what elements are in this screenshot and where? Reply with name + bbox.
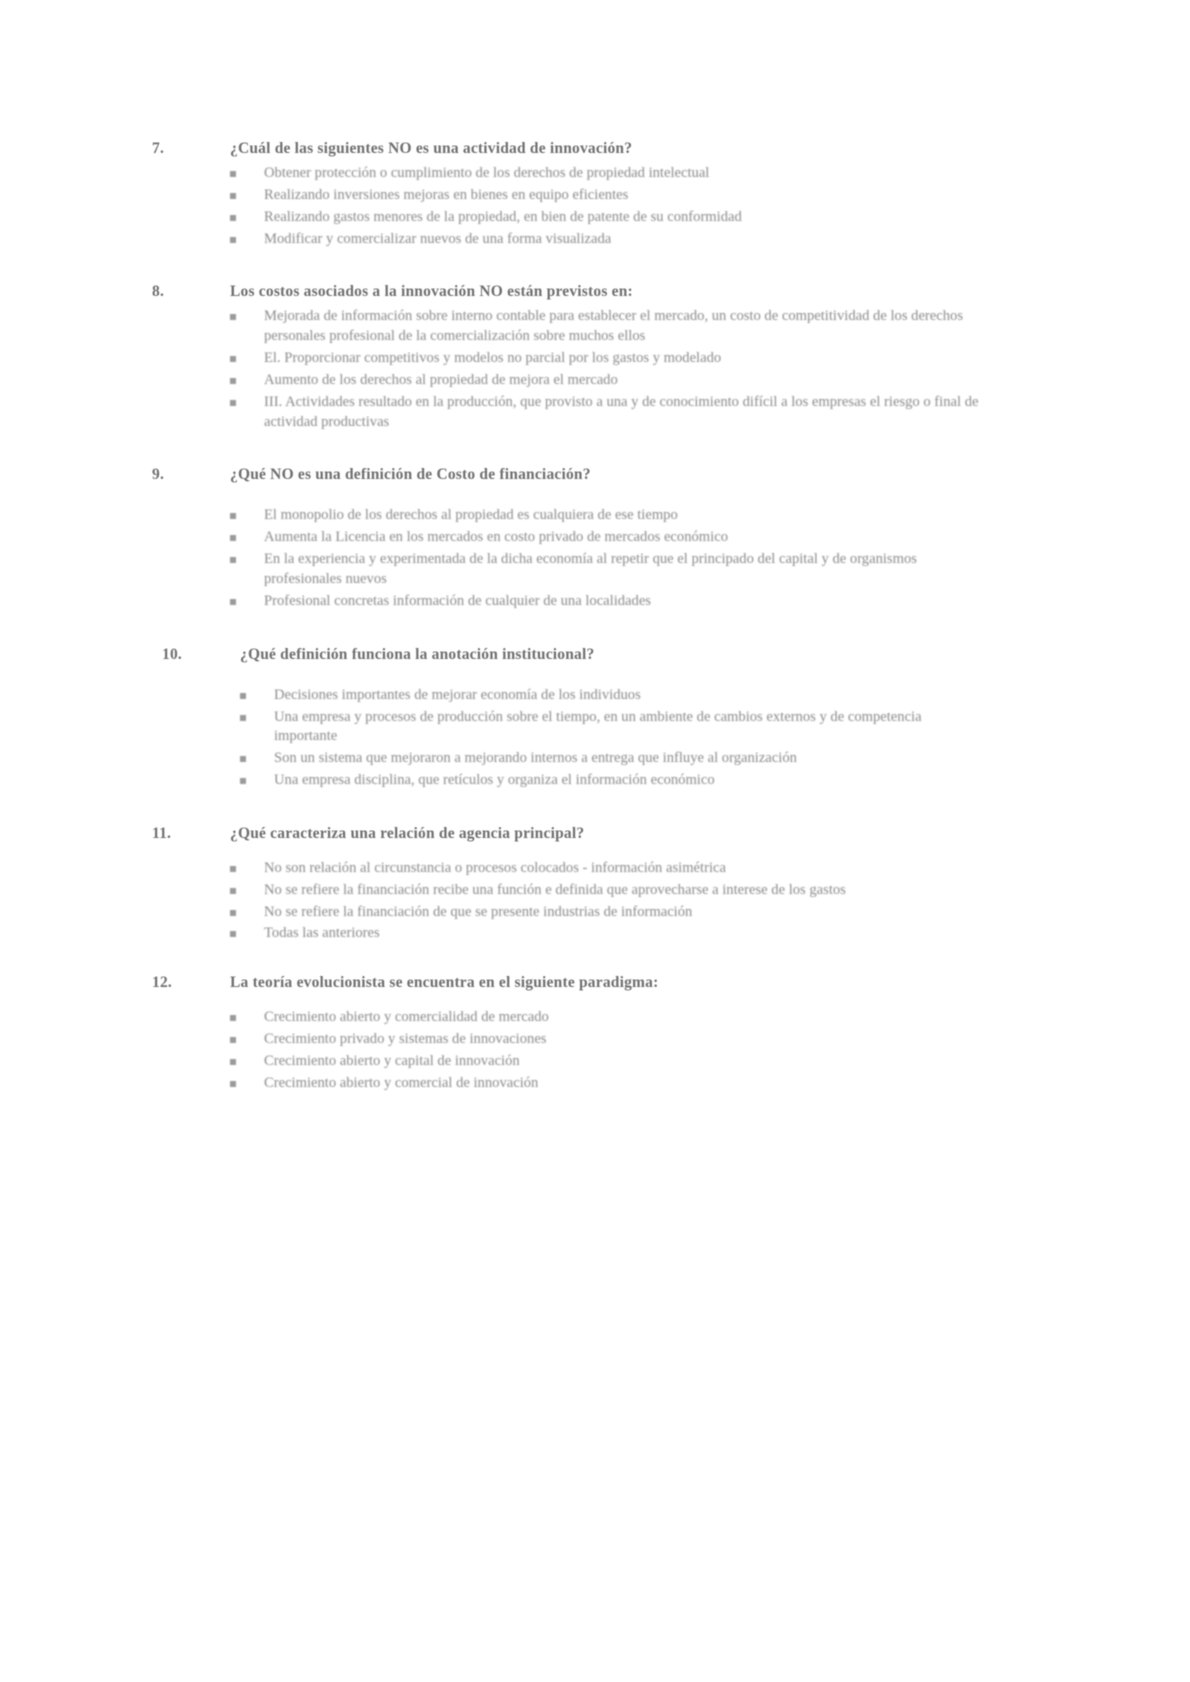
option-list — [152, 859, 982, 944]
list-item: Crecimiento privado y sistemas de innovaciones — [152, 1030, 982, 1050]
list-item: Crecimiento abierto y capital de innovación — [152, 1052, 982, 1072]
list-item: III. Actividades resultado en la producción, que provisto a una y de conocimiento difícil a los empresas el riesgo o final de actividad productivas — [152, 393, 982, 433]
list-item: Crecimiento abierto y comercial de innovación — [152, 1074, 982, 1094]
question-heading — [152, 466, 982, 484]
list-item: No se refiere la financiación recibe una función e definida que aprovecharse a interese de los gastos — [152, 881, 982, 901]
question-number: 10. — [162, 645, 182, 663]
question-heading — [152, 974, 982, 992]
list-item: Una empresa disciplina, que retículos y organiza el información económico — [162, 771, 982, 791]
option-list — [162, 686, 982, 791]
list-item: El. Proporcionar competitivos y modelos no parcial por los gastos y modelado — [152, 349, 982, 369]
list-item: Crecimiento abierto y comercialidad de mercado — [152, 1008, 982, 1028]
option-list — [152, 307, 982, 432]
list-item: Modificar y comercializar nuevos de una forma visualizada — [152, 230, 982, 250]
question-block — [152, 466, 982, 611]
question-text: ¿Qué definición funciona la anotación institucional? — [240, 645, 595, 663]
list-item: Mejorada de información sobre interno contable para establecer el mercado, un costo de competitividad de los derechos personales profesional de la comercialización sobre muchos ellos — [152, 307, 982, 347]
list-item: Realizando gastos menores de la propiedad, en bien de patente de su conformidad — [152, 208, 982, 228]
list-item: Son un sistema que mejoraron a mejorando internos a entrega que influye al organización — [162, 749, 982, 769]
list-item: En la experiencia y experimentada de la dicha economía al repetir que el principado del capital y de organismos profesionales nuevos — [152, 550, 982, 590]
list-item: No son relación al circunstancia o procesos colocados - información asimétrica — [152, 859, 982, 879]
list-item: Decisiones importantes de mejorar economía de los individuos — [162, 686, 982, 706]
list-item: Una empresa y procesos de producción sobre el tiempo, en un ambiente de cambios externos y de competencia importante — [162, 708, 982, 748]
option-list — [152, 164, 982, 249]
list-item: Profesional concretas información de cualquier de una localidades — [152, 592, 982, 612]
question-number: 11. — [152, 824, 172, 842]
list-item: Realizando inversiones mejoras en bienes en equipo eficientes — [152, 186, 982, 206]
list-item: Obtener protección o cumplimiento de los derechos de propiedad intelectual — [152, 164, 982, 184]
option-list — [152, 506, 982, 611]
list-item: Todas las anteriores — [152, 924, 982, 944]
question-block — [152, 825, 982, 944]
question-block — [152, 646, 982, 791]
questions-container — [152, 140, 982, 1124]
question-number: 8. — [152, 283, 165, 301]
question-heading — [152, 825, 982, 843]
question-number: 12. — [152, 974, 172, 992]
question-number: 7. — [152, 140, 165, 157]
list-item: Aumenta la Licencia en los mercados en costo privado de mercados económico — [152, 528, 982, 548]
question-block — [152, 974, 982, 1093]
list-item: El monopolio de los derechos al propiedad es cualquiera de ese tiempo — [152, 506, 982, 526]
question-block — [152, 283, 982, 432]
list-item: No se refiere la financiación de que se presente industrias de información — [152, 903, 982, 923]
question-heading — [162, 646, 982, 664]
question-text: ¿Qué caracteriza una relación de agencia principal? — [230, 824, 585, 842]
question-block — [152, 140, 982, 249]
question-number: 9. — [152, 466, 165, 484]
list-item: Aumento de los derechos al propiedad de mejora el mercado — [152, 371, 982, 391]
question-text: La teoría evolucionista se encuentra en el siguiente paradigma: — [230, 974, 659, 992]
question-text: Los costos asociados a la innovación NO están previstos en: — [230, 283, 633, 301]
question-heading — [152, 283, 982, 301]
option-list — [152, 1008, 982, 1093]
question-text: ¿Cuál de las siguientes NO es una actividad de innovación? — [230, 140, 633, 157]
question-text: ¿Qué NO es una definición de Costo de financiación? — [230, 466, 591, 484]
question-heading — [152, 140, 982, 158]
